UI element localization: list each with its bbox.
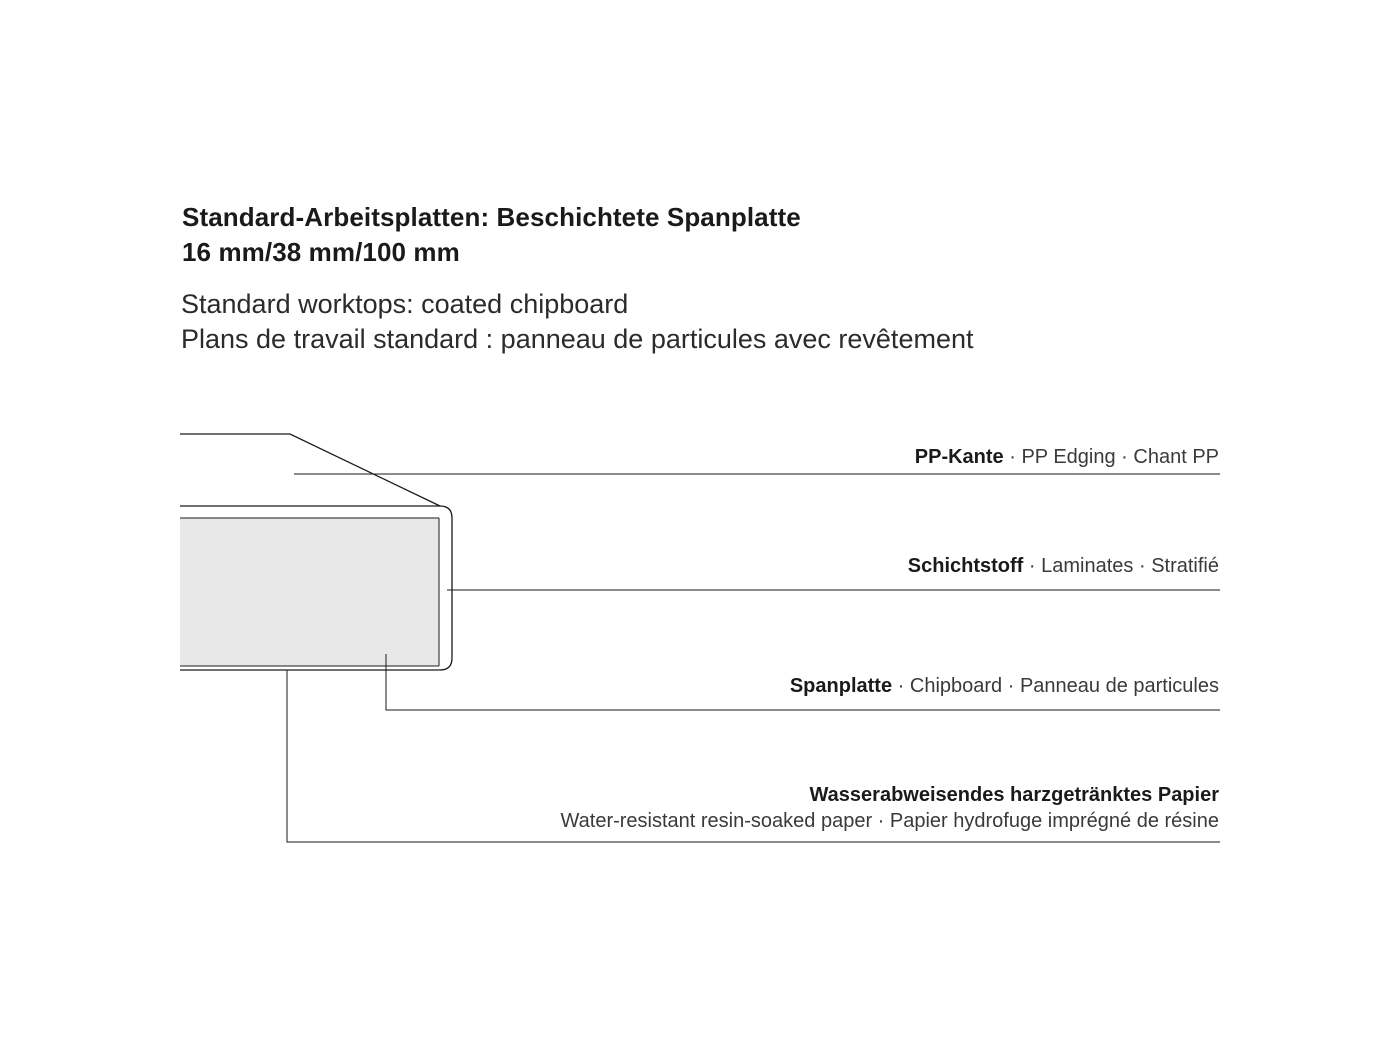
paper-label-fr: Papier hydrofuge imprégné de résine <box>889 810 1219 832</box>
laminate-label-en: Laminates <box>1041 555 1134 577</box>
chipboard-label <box>790 675 1219 698</box>
laminate-label-fr: Stratifié <box>1151 555 1219 577</box>
chipboard-label-en: Chipboard <box>909 675 1003 697</box>
separator: · <box>1115 446 1134 468</box>
chipboard-core <box>180 518 439 666</box>
paper-label-de <box>810 784 1219 807</box>
subtitle-line-2: Plans de travail standard : panneau de particules avec revêtement <box>181 324 974 354</box>
pp-edge-label-de: PP-Kante <box>914 446 1004 468</box>
separator: · <box>1133 555 1152 577</box>
chipboard-label-fr: Panneau de particules <box>1019 675 1219 697</box>
pp-edge-label-fr: Chant PP <box>1133 446 1219 468</box>
title-line-2: 16 mm/38 mm/100 mm <box>182 237 460 267</box>
paper-label-primary: Wasserabweisendes harzgetränktes Papier <box>809 784 1219 806</box>
paper-label-en: Water-resistant resin-soaked paper <box>560 810 873 832</box>
separator: · <box>1003 446 1022 468</box>
paper-label-translations <box>561 810 1220 833</box>
separator: · <box>1002 675 1020 697</box>
laminate-label-de: Schichtstoff <box>907 555 1024 577</box>
title-line-1: Standard-Arbeitsplatten: Beschichtete Spanplatte <box>182 202 801 232</box>
pp-edge-label-en: PP Edging <box>1021 446 1116 468</box>
chipboard-label-de: Spanplatte <box>789 675 893 697</box>
edge-profile-outline <box>180 434 440 506</box>
separator: · <box>872 810 890 832</box>
subtitle-line-1: Standard worktops: coated chipboard <box>181 289 629 319</box>
pp-edge-label <box>915 446 1219 469</box>
laminate-label <box>908 555 1219 578</box>
separator: · <box>892 675 910 697</box>
separator: · <box>1023 555 1042 577</box>
